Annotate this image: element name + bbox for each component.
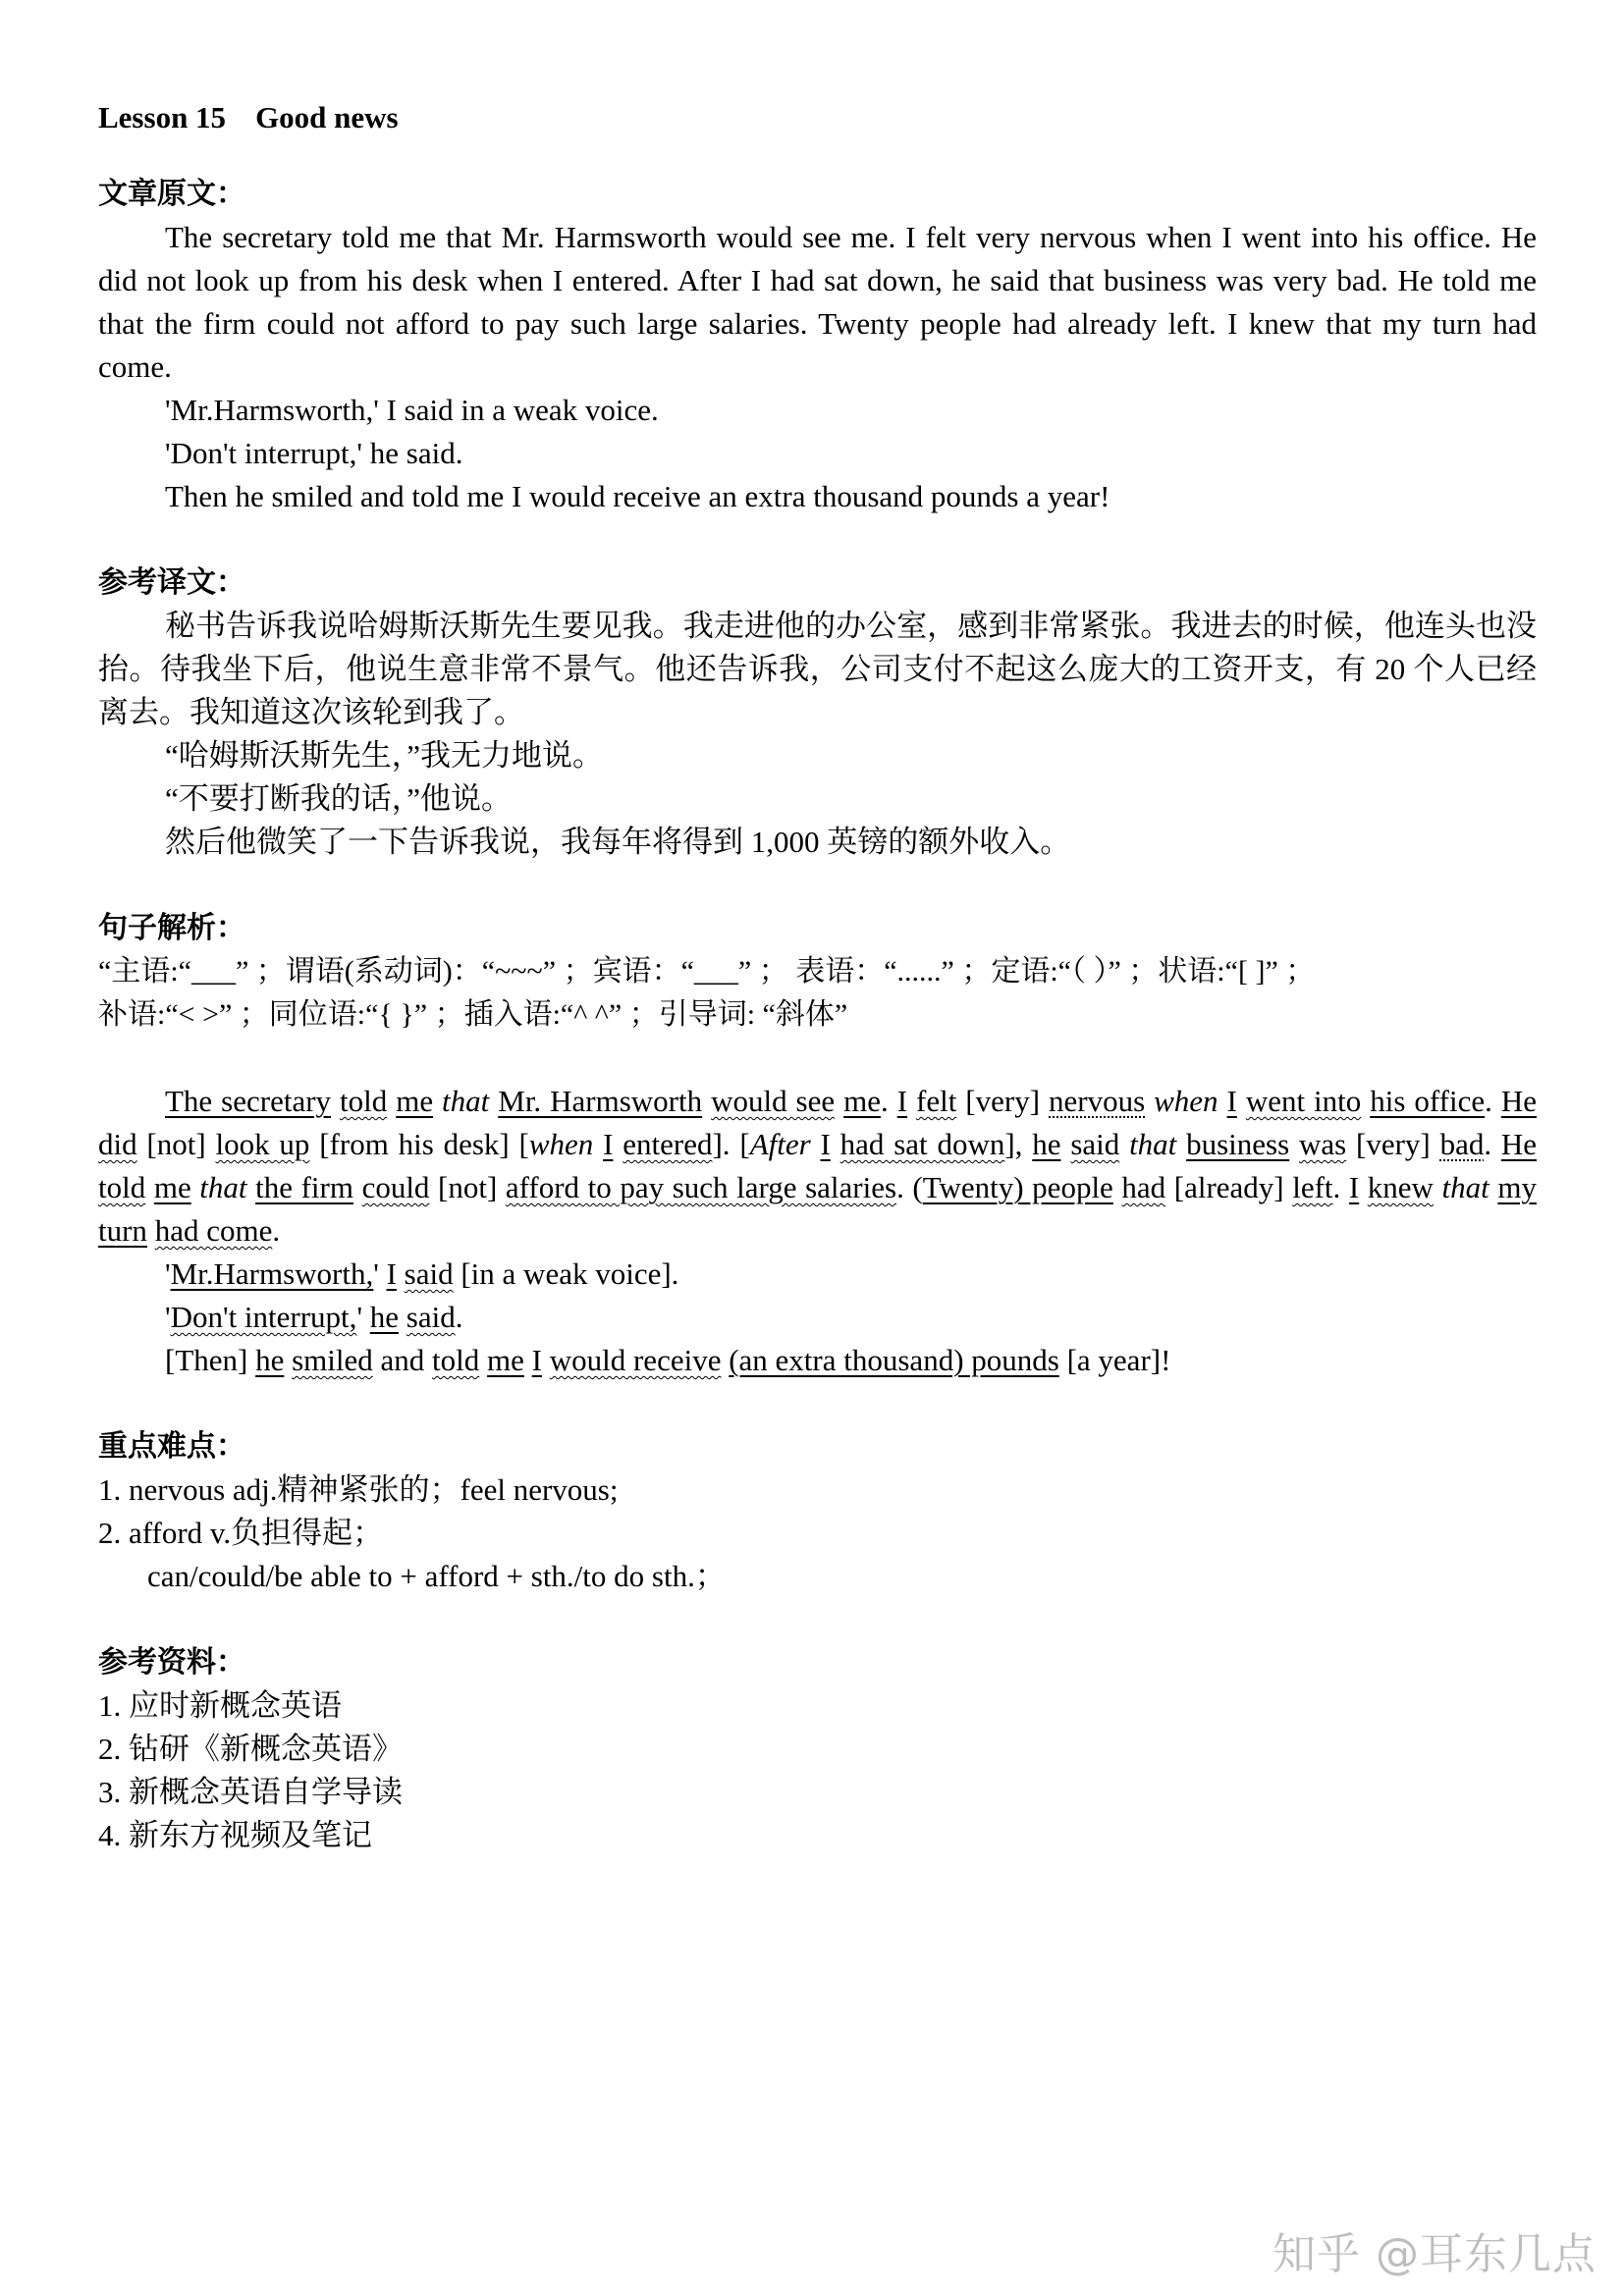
original-paragraph-3: 'Don't interrupt,' he said. [165,436,463,470]
subject: He [1500,1127,1538,1161]
predicate: went into [1245,1084,1362,1118]
translation-paragraph-1: 秘书告诉我说哈姆斯沃斯先生要见我。我走进他的办公室，感到非常紧张。我进去的时候，他连头也没抬。待我坐下后，他说生意非常不景气。他还告诉我，公司支付不起这么庞大的工资开支，有 20 个人已经离去。我知道这次该轮到我了。 [98,609,1537,729]
subject: he [255,1343,285,1377]
object: me [396,1084,434,1118]
sep [811,1127,821,1161]
sep: ' [373,1256,387,1291]
object: his office [1370,1084,1486,1118]
predicate: could [361,1170,430,1204]
object: (an extra thousand) pounds [729,1343,1059,1377]
subject: Mr. Harmsworth [498,1084,703,1118]
subject: Twenty) people [922,1170,1113,1204]
predicate: Don't interrupt, [170,1300,357,1334]
analysis-paragraph-1 [98,1080,1537,1253]
object: me [843,1084,881,1118]
sep [479,1343,487,1377]
subject: The secretary [165,1084,332,1118]
sep [353,1170,362,1204]
sep [524,1343,532,1377]
adverbial: [Then] [165,1343,256,1377]
sep [284,1343,292,1377]
subject: my turn [98,1170,1537,1248]
predicate: left [1292,1170,1333,1204]
key-point-1: 1. nervous adj.精神紧张的；feel nervous; [98,1472,619,1507]
adverbial: [from his desk] [ [309,1127,529,1161]
lesson-title [98,98,1537,137]
subject: he [369,1300,400,1334]
sep [1359,1170,1368,1204]
subject: business [1186,1127,1290,1161]
sep [1361,1084,1370,1118]
sep [331,1084,340,1118]
sep: . [455,1300,463,1334]
analysis-paragraph-3 [98,1296,1537,1339]
reference-item: 4. 新东方视频及笔记 [98,1818,372,1852]
sep: . [1484,1127,1501,1161]
sep: . ( [896,1170,923,1204]
adverbial: [a year]! [1058,1343,1171,1377]
sep [907,1084,916,1118]
connector: that [442,1084,490,1118]
subject: I [603,1127,614,1161]
predicate: afford to pay such large salaries [505,1170,897,1204]
connector: when [528,1127,594,1161]
predicate: told [340,1084,388,1118]
analysis-legend-line-1: “主语:“___” ；谓语(系动词)：“~~~” ；宾语：“___” ； 表语：“......” ；定语:“（ ）” ；状语:“[ ]” ； [98,955,1316,988]
lesson-number: Lesson 15 [98,100,227,134]
predicate: smiled [292,1343,373,1377]
sep [1434,1170,1442,1204]
sep: . [1485,1084,1501,1118]
sep [147,1213,155,1248]
subject: I [896,1084,908,1118]
sep [145,1170,154,1204]
sep [702,1084,711,1118]
sep: . [1332,1170,1349,1204]
predicate: said [406,1300,456,1334]
sep [831,1127,840,1161]
references-heading: 参考资料： [98,1646,245,1679]
original-paragraph-4: Then he smiled and told me I would receive an extra thousand pounds a year! [165,479,1110,513]
original-paragraph-1: The secretary told me that Mr. Harmsworth would see me. I felt very nervous when I went into his office. He did not look up from his desk when I entered. After I had sat down, he said that business was very bad. He told me that the firm could not afford to pay such large salaries. Twenty people had already left. I knew that my turn had come. [98,220,1537,384]
sep [247,1170,256,1204]
adverbial: [not] [136,1127,216,1161]
sep [489,1084,498,1118]
predicate: was [1299,1127,1347,1161]
adverbial: [very] [956,1084,1049,1118]
zhihu-watermark: 知乎 @耳东几点 [1272,2229,1597,2279]
predicate: had sat down [839,1127,1005,1161]
sep: and [372,1343,433,1377]
translation-paragraph-4: 然后他微笑了一下告诉我说，我每年将得到 1,000 英镑的额外收入。 [165,825,1071,859]
sep [191,1170,200,1204]
original-text-heading: 文章原文： [98,178,245,210]
connector: After [749,1127,811,1161]
sep [387,1084,396,1118]
predicate: felt [916,1084,957,1118]
key-points-heading: 重点难点： [98,1430,245,1463]
document-page [98,98,1537,1857]
predicate: look up [215,1127,310,1161]
sep [1289,1127,1299,1161]
object: me [487,1343,524,1377]
sep [399,1300,406,1334]
object: me [153,1170,191,1204]
sep [1061,1127,1071,1161]
predicate: said [404,1256,454,1291]
sep [397,1256,405,1291]
sep [1218,1084,1227,1118]
sep [1119,1127,1129,1161]
sep [593,1127,603,1161]
analysis-heading: 句子解析： [98,912,245,944]
predicate: told [432,1343,480,1377]
subject: He [1500,1084,1537,1118]
key-point-2: 2. afford v.负担得起； [98,1516,384,1550]
subject: I [1348,1170,1360,1204]
connector: when [1154,1084,1218,1118]
complement: nervous [1049,1084,1146,1118]
subject: he [1032,1127,1061,1161]
subject: I [1226,1084,1237,1118]
sep: . [881,1084,897,1118]
translation-paragraph-3: “不要打断我的话，”他说。 [165,781,513,816]
lesson-name: Good news [255,100,399,134]
subject: I [820,1127,831,1161]
sep: ' [165,1256,171,1291]
reference-item: 2. 钻研《新概念英语》 [98,1732,403,1766]
connector: that [1441,1170,1489,1204]
reference-item: 3. 新概念英语自学导读 [98,1775,403,1809]
predicate: knew [1367,1170,1434,1204]
predicate: had [1121,1170,1166,1204]
subject: Mr.Harmsworth, [170,1256,374,1291]
sep [835,1084,843,1118]
sep: . [272,1213,281,1248]
connector: that [1129,1127,1177,1161]
sep [433,1084,442,1118]
connector: that [199,1170,247,1204]
adverbial: [not] [429,1170,506,1204]
subject: I [531,1343,542,1377]
analysis-paragraph-2 [98,1253,1537,1296]
subject: I [386,1256,397,1291]
translation-heading: 参考译文： [98,566,245,599]
predicate: had come [154,1213,273,1248]
sep: ' [356,1300,370,1334]
predicate: said [1070,1127,1120,1161]
predicate: would see [711,1084,836,1118]
subject: the firm [255,1170,353,1204]
predicate: did [98,1127,137,1161]
reference-item: 1. 应时新概念英语 [98,1688,342,1723]
complement: bad [1439,1127,1485,1161]
predicate: would receive [549,1343,722,1377]
predicate: told [98,1170,146,1204]
sep [542,1343,550,1377]
analysis-paragraph-4 [98,1339,1537,1382]
sep [1176,1127,1186,1161]
translation-paragraph-2: “哈姆斯沃斯先生，”我无力地说。 [165,738,604,773]
key-point-2-usage: can/could/be able to + afford + sth./to do sth.； [147,1559,726,1593]
sep: ]. [ [712,1127,750,1161]
original-paragraph-2: 'Mr.Harmsworth,' I said in a weak voice. [165,393,659,427]
sep: ' [165,1300,171,1334]
predicate: entered [623,1127,713,1161]
sep: ], [1004,1127,1033,1161]
sep [613,1127,623,1161]
adverbial: [very] [1346,1127,1440,1161]
sep [1145,1084,1154,1118]
sep [1237,1084,1246,1118]
adverbial: [in a weak voice]. [453,1256,679,1291]
analysis-legend-line-2: 补语:“< >” ；同位语:“{ }” ；插入语:“^ ^” ；引导词: “斜体” [98,998,848,1031]
adverbial: [already] [1165,1170,1293,1204]
